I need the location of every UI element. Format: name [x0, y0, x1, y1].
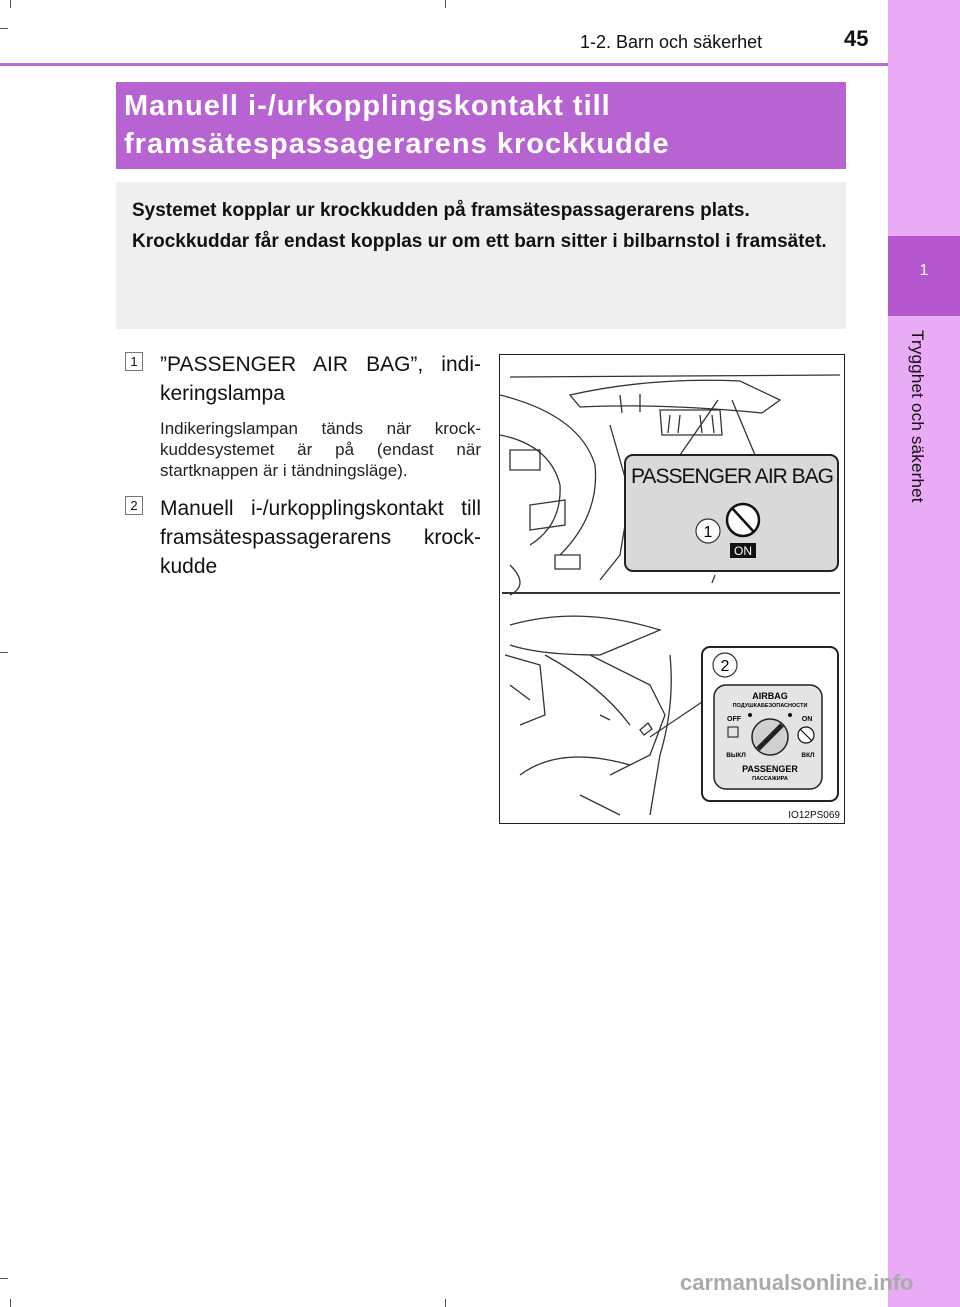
section-title-box — [116, 82, 846, 169]
summary-paragraph: Krockkuddar får endast kopplas ur om ett barn sitter i bilbarnstol i framsätet. — [132, 230, 827, 252]
chapter-tab[interactable] — [888, 236, 960, 316]
dashboard-drawing — [500, 355, 844, 823]
header-rule — [0, 63, 888, 66]
chapter-title: Trygghet och säkerhet — [908, 330, 927, 503]
list-item — [125, 350, 481, 481]
switch-top-label-ru: ПОДУШКАБЕЗОПАСНОСТИ — [732, 703, 808, 709]
crop-mark — [0, 1278, 8, 1279]
item-title: ”PASSENGER AIR BAG”, indi-keringslampa — [160, 353, 481, 405]
panel-text: PASSENGER AIR BAG — [630, 465, 834, 488]
item-number-badge: 2 — [125, 496, 143, 515]
item-description: Indikeringslampan tänds när krock-kuddesystemet är på (endast när startknappen är i tändningsläge). — [160, 419, 481, 480]
callout-number: 2 — [720, 658, 730, 675]
crop-mark — [445, 1299, 446, 1307]
page-number: 45 — [844, 26, 869, 51]
crop-mark — [0, 28, 8, 29]
side-tab — [888, 0, 960, 1307]
summary-paragraph: Systemet kopplar ur krockkudden på framsätespassagerarens plats. — [132, 200, 750, 221]
crop-mark — [10, 1299, 11, 1307]
chapter-number: 1 — [919, 262, 929, 279]
list-item — [125, 494, 481, 581]
switch-top-label: AIRBAG — [752, 691, 788, 701]
section-title-line1: Manuell i-/urkopplingskontakt till — [124, 90, 611, 122]
summary-box — [116, 182, 846, 329]
switch-bottom-label: PASSENGER — [742, 764, 798, 774]
dashboard-illustration — [499, 354, 845, 824]
header-section-title: 1-2. Barn och säkerhet — [580, 32, 763, 52]
figure-code: IO12PS069 — [788, 810, 840, 821]
switch-off-label: OFF — [727, 716, 741, 723]
switch-off-label-ru: ВЫКЛ — [726, 752, 746, 759]
switch-bottom-label-ru: ПАССАЖИРА — [752, 776, 788, 782]
section-title-line2: framsätespassagerarens krockkudde — [124, 128, 670, 160]
crop-mark — [445, 0, 446, 8]
crop-mark — [0, 652, 8, 653]
switch-on-label-ru: ВКЛ — [801, 752, 815, 759]
callout-number: 1 — [703, 524, 713, 541]
watermark[interactable]: carmanualsonline.info — [680, 1270, 914, 1295]
item-title: Manuell i-/urkopplingskontakt till framsätespassagerarens krock-kudde — [160, 497, 481, 578]
crop-mark — [10, 0, 11, 8]
switch-on-label: ON — [801, 716, 813, 723]
item-number-badge: 1 — [125, 352, 143, 371]
on-indicator-label: ON — [734, 544, 752, 558]
